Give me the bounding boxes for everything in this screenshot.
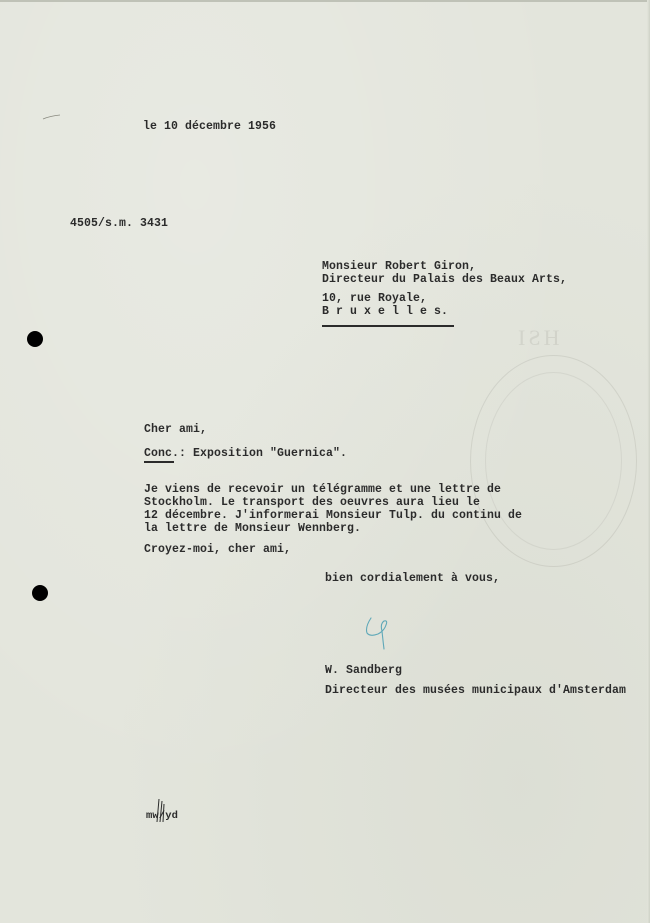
handwritten-initials-icon [145, 796, 195, 826]
recipient-title: Directeur du Palais des Beaux Arts, [322, 273, 568, 286]
typist-initials: mw/yd [146, 810, 179, 822]
signatory-title: Directeur des musées municipaux d'Amsterdam [325, 684, 627, 697]
body-line: 12 décembre. J'informerai Monsieur Tulp. du continu de [144, 509, 523, 522]
subject-label-underline [144, 461, 174, 463]
signatory-name: W. Sandberg [325, 664, 403, 677]
closing-line-1: Croyez-moi, cher ami, [144, 543, 292, 556]
page-top-edge [0, 0, 650, 2]
punch-hole-bottom [32, 585, 48, 601]
body-line: la lettre de Monsieur Wennberg. [144, 522, 362, 535]
recipient-name: Monsieur Robert Giron, [322, 260, 477, 273]
recipient-street: 10, rue Royale, [322, 292, 428, 305]
body-line: Stockholm. Le transport des oeuvres aura lieu le [144, 496, 481, 509]
punch-hole-top [27, 331, 43, 347]
date-line: le 10 décembre 1956 [143, 120, 277, 133]
seal-stamp [470, 355, 637, 567]
body-line: Je viens de recevoir un télégramme et une lettre de [144, 483, 502, 496]
salutation: Cher ami, [144, 423, 208, 436]
closing-line-2: bien cordialement à vous, [325, 572, 501, 585]
signature-mark-icon [362, 615, 394, 651]
recipient-city: B r u x e l l e s. [322, 305, 449, 318]
reference-number: 4505/s.m. 3431 [70, 217, 169, 230]
pencil-mark-icon [42, 113, 62, 121]
stamp-header-text: HSI [515, 325, 560, 350]
seal-stamp-inner-ring [485, 372, 622, 550]
subject-text: : Exposition "Guernica". [179, 447, 348, 460]
subject-label: Conc. [144, 447, 180, 460]
city-underline [322, 325, 454, 327]
